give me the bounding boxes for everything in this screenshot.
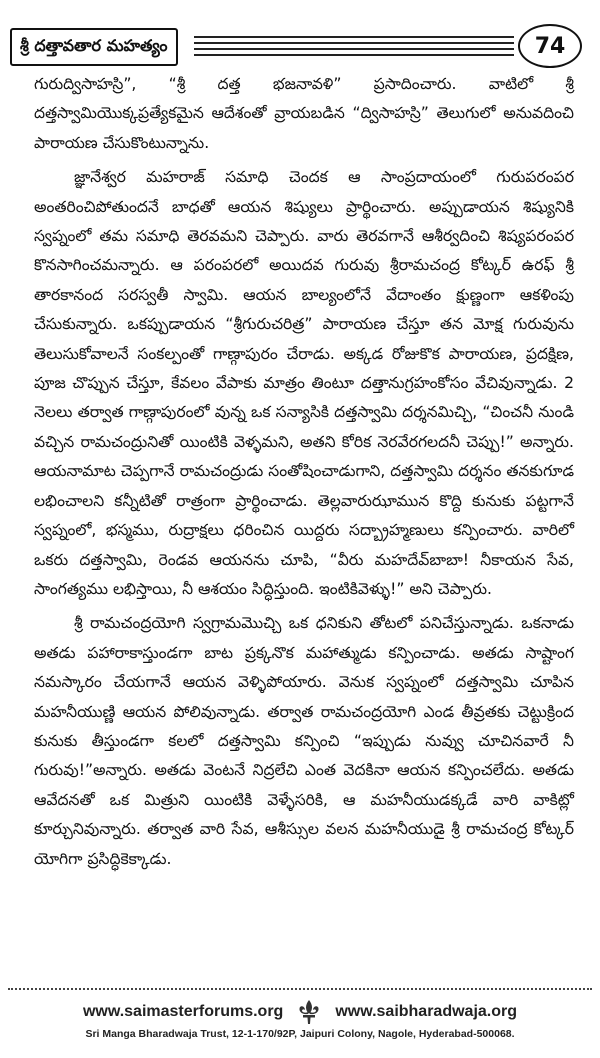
header-rule [194,54,514,56]
page-header [10,28,588,66]
fleur-de-lis-icon [295,998,323,1026]
footer-link-right[interactable]: www.saibharadwaja.org [335,1003,518,1020]
footer-divider [8,988,592,990]
book-title: శ్రీ దత్తావతార మహత్యం [10,28,178,66]
footer-address: Sri Manga Bharadwaja Trust, 12-1-170/92P, Jaipuri Colony, Nagole, Hyderabad-500068. [85,1028,515,1040]
header-rule [194,42,514,44]
header-rule [194,36,514,38]
page-body [34,70,574,879]
paragraph: గురుద్విసాహస్రి”, “శ్రీ దత్త భజనావళి” ప్రసాదించారు. వాటిలో శ్రీ దత్తస్వామియొక్కప్రత్యేకమైన ఆదేశంతో వ్రాయబడిన “ద్విసాహస్రి” తెలుగులో అనువదించి పారాయణ చేసుకొంటున్నాను. [34,75,574,152]
page-number: 74 [518,24,582,68]
page-footer [0,998,600,1040]
footer-link-left[interactable]: www.saimasterforums.org [82,1003,284,1020]
header-rule [194,48,514,50]
paragraph: శ్రీ రామచంద్రయోగి స్వగ్రామమొచ్చి ఒక ధనికుని తోటలో పనిచేస్తున్నాడు. ఒకనాడు అతడు పహారాకాస్తుండగా బాట ప్రక్కనొక మహాత్ముడు కన్పించాడు. అతడు సాష్టాంగ నమస్కారం చేయగానే ఆయన వెళ్ళిపోయారు. వెనుక స్వప్నంలో దత్తస్వామి చూపిన మహనీయుణ్ణి ఆయన పోలివున్నాడు. తర్వాత రామచంద్రయోగి ఎండ తీవ్రతకు చెట్టుక్రింద కునుకు తీస్తుండగా కలలో దత్తస్వామి కన్పించి “ఇప్పుడు నువ్వు చూచినవారే నీ గురువు!”అన్నారు. అతడు వెంటనే నిద్రలేచి ఎంత వెదకినా ఆయన కన్పించలేదు. అతడు ఆవేదనతో ఒక మిత్రుని యింటికి వెళ్ళేసరికి, ఆ మహనీయుడక్కడే వారి వాకిట్లో కూర్చునివున్నారు. తర్వాత వారి సేవ, ఆశీస్సుల వలన మహనీయుడై శ్రీ రామచంద్ర కోట్కర్ యోగిగా ప్రసిద్ధికెక్కాడు. [34,614,574,868]
paragraph: జ్ఞానేశ్వర మహరాజ్ సమాధి చెందక ఆ సాంప్రదాయంలో గురుపరంపర అంతరించిపోతుందనే బాధతో ఆయన శిష్యులు ప్రార్థించారు. అప్పుడాయన శిష్యునికి స్వప్నంలో తమ సమాధి తెరవమని చెప్పారు. వారు తెరవగానే ఆశీర్వదించి శిష్యపరంపర కొనసాగించమన్నారు. ఆ పరంపరలో అయిదవ గురువు శ్రీరామచంద్ర కోట్కర్ ఉరఫ్ శ్రీ తారకానంద సరస్వతీ స్వామి. ఆయన బాల్యంలోనే వేదాంతం క్షుణ్ణంగా ఆకళింపు చేసుకున్నారు. ఒకప్పుడాయన “శ్రీగురుచరిత్ర” పారాయణ చేస్తూ తన మోక్ష గురువును తెలుసుకోవాలనే సంకల్పంతో గాణ్గాపురం చేరాడు. అక్కడ రోజుకొక పారాయణ, ప్రదక్షిణ, పూజ చొప్పున చేస్తూ, కేవలం వేపాకు మాత్రం తింటూ దత్తానుగ్రహంకోసం వేచివున్నాడు. 2 నెలలు తర్వాత గాణ్గాపురంలో వున్న ఒక సన్యాసికి దత్తస్వామి దర్శనమిచ్చి, “చించనీ నుండి వచ్చిన రామచంద్రునితో యింటికి వెళ్ళమని, అతని కోరిక నెరవేరగలదనీ చెప్పు!” అన్నారు. ఆయనామాట చెప్పగానే రామచంద్రుడు సంతోషించాడుగాని, దత్తస్వామి దర్శనం తనకుగూడ లభించాలని కన్నీటితో రాత్రంగా ప్రార్థించాడు. తెల్లవారుఝామున కొద్ది కునుకు పట్టగానే స్వప్నంలో, భస్మము, రుద్రాక్షలు ధరించిన యిద్దరు సద్బ్రాహ్మణులు కన్పించారు. వారిలో ఒకరు దత్తస్వామి, రెండవ ఆయనను చూపి, “వీరు మహదేవ్‌బాబా! నీకాయన సేవ, సాంగత్యము లభిస్తాయి, నీ ఆశయం సిద్ధిస్తుంది. ఇంటికివెళ్ళు!” అని చెప్పారు. [34,168,574,598]
